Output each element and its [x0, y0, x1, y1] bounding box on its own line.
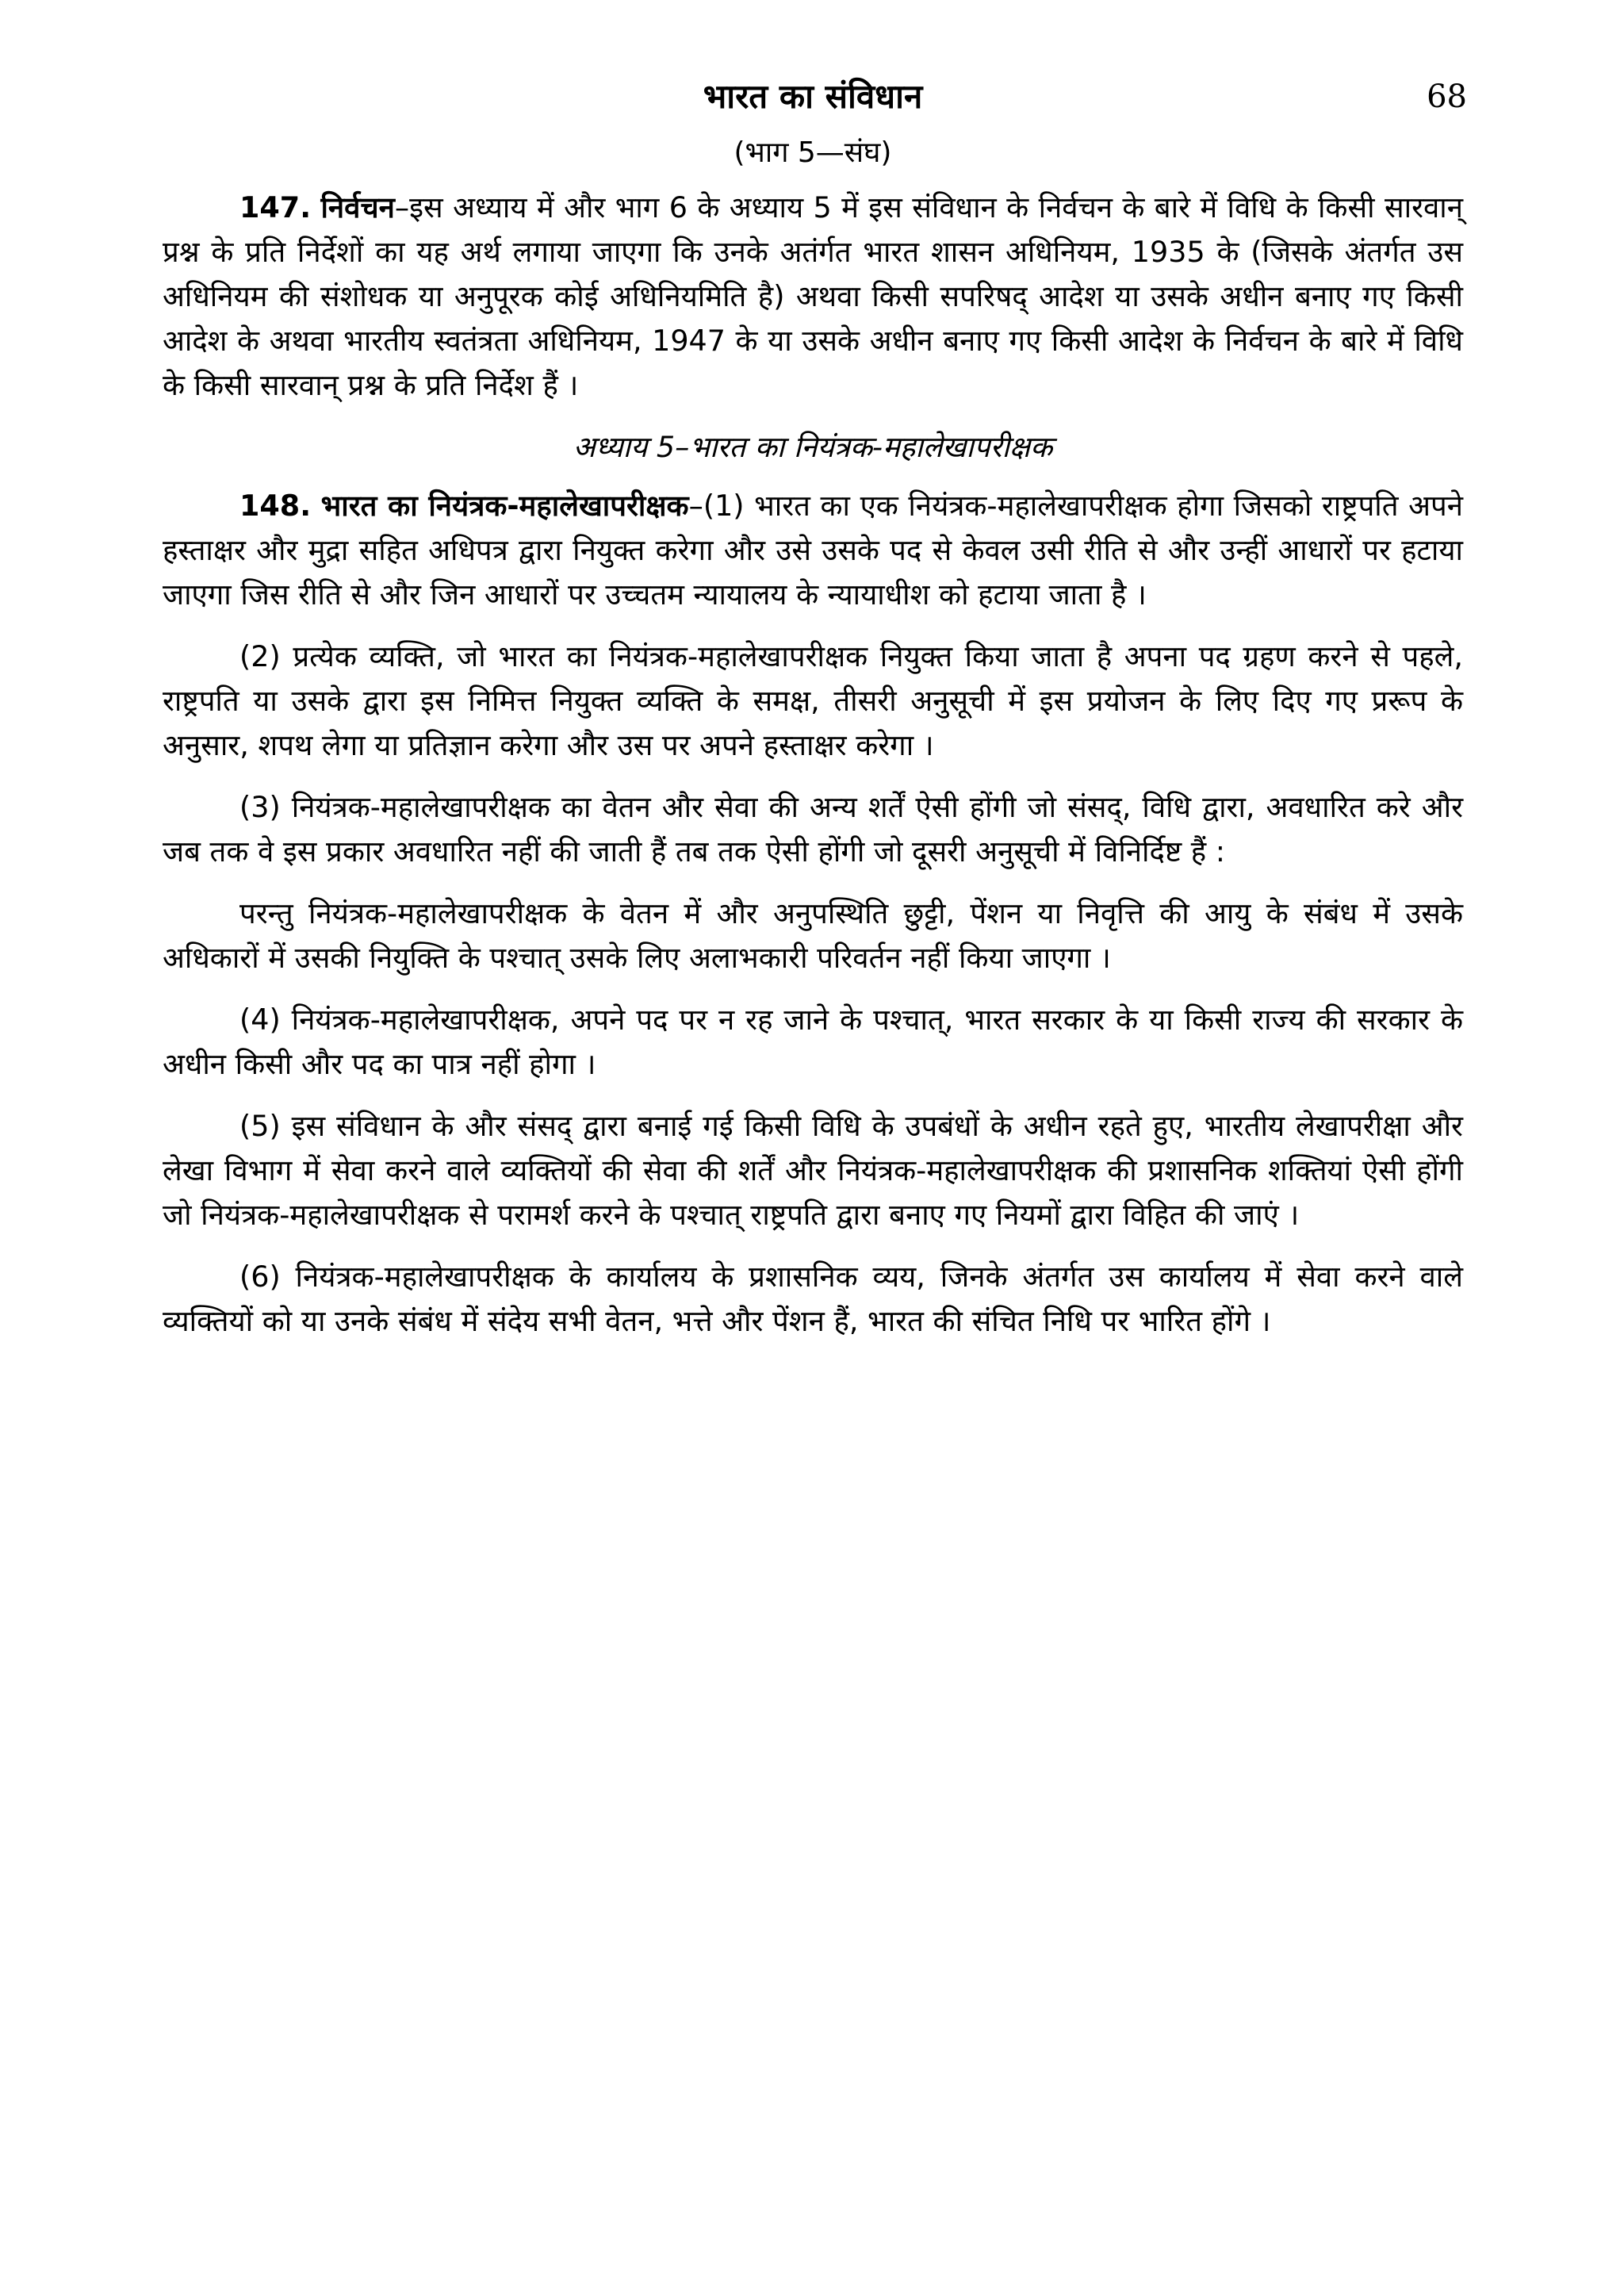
article-148-clause-2: (2) प्रत्येक व्यक्ति, जो भारत का नियंत्रक-महालेखापरीक्षक नियुक्त किया जाता है अपना पद ग्रहण करने से पहले, राष्ट्रपति या उसके द्वारा इस निमित्त नियुक्त व्यक्ति के समक्ष, तीसरी अनुसूची में इस प्रयोजन के लिए दिए गए प्ररूप के अनुसार, शपथ लेगा या प्रतिज्ञान करेगा और उस पर अपने हस्ताक्षर करेगा । — [163, 639, 1463, 763]
document-page — [163, 75, 1463, 1361]
article-148-clause-5: (5) इस संविधान के और संसद् द्वारा बनाई गई किसी विधि के उपबंधों के अधीन रहते हुए, भारतीय लेखापरीक्षा और लेखा विभाग में सेवा करने वाले व्यक्तियों की सेवा की शर्तें और नियंत्रक-महालेखापरीक्षक की प्रशासनिक शक्तियां ऐसी होंगी जो नियंत्रक-महालेखापरीक्षक से परामर्श करने के पश्चात् राष्ट्रपति द्वारा बनाए गए नियमों द्वारा विहित की जाएं । — [163, 1109, 1463, 1233]
article-148-clause-6: (6) नियंत्रक-महालेखापरीक्षक के कार्यालय के प्रशासनिक व्यय, जिनके अंतर्गत उस कार्यालय में सेवा करने वाले व्यक्तियों को या उनके संबंध में संदेय सभी वेतन, भत्ते और पेंशन हैं, भारत की संचित निधि पर भारित होंगे । — [163, 1260, 1463, 1339]
article-148-number: 148. — [239, 489, 312, 523]
article-148-proviso: परन्तु नियंत्रक-महालेखापरीक्षक के वेतन में और अनुपस्थिति छुट्टी, पेंशन या निवृत्ति की आयु के संबंध में उसके अधिकारों में उसकी नियुक्ति के पश्चात् उसके लिए अलाभकारी परिवर्तन नहीं किया जाएगा । — [163, 896, 1463, 976]
article-148-clause-1 — [163, 484, 1463, 617]
chapter-heading: अध्याय 5–भारत का नियंत्रक-महालेखापरीक्षक — [573, 430, 1053, 465]
article-148-clause-4: (4) नियंत्रक-महालेखापरीक्षक, अपने पद पर न रह जाने के पश्चात्, भारत सरकार के या किसी राज्य की सरकार के अधीन किसी और पद का पात्र नहीं होगा । — [163, 1003, 1463, 1082]
article-148-heading: भारत का नियंत्रक-महालेखापरीक्षक — [320, 489, 689, 523]
article-148-clause-1-text: –(1) भारत का एक नियंत्रक-महालेखापरीक्षक होगा जिसको राष्ट्रपति अपने हस्ताक्षर और मुद्रा सहित अधिपत्र द्वारा नियुक्त करेगा और उसे उसके पद से केवल उसी रीति से और उन्हीं आधारों पर हटाया जाएगा जिस रीति से और जिन आधारों पर उच्चतम न्यायालय के न्यायाधीश को हटाया जाता है । — [163, 489, 1464, 612]
article-147-heading: निर्वचन — [320, 190, 395, 225]
document-title: भारत का संविधान — [703, 77, 923, 116]
article-147-number: 147. — [239, 190, 312, 225]
article-147 — [163, 186, 1463, 408]
page-number: 68 — [1427, 79, 1467, 115]
article-148-clause-3: (3) नियंत्रक-महालेखापरीक्षक का वेतन और सेवा की अन्य शर्तें ऐसी होंगी जो संसद्, विधि द्वारा, अवधारित करे और जब तक वे इस प्रकार अवधारित नहीं की जाती हैं तब तक ऐसी होंगी जो दूसरी अनुसूची में विनिर्दिष्ट हैं : — [163, 790, 1463, 869]
article-147-text: –इस अध्याय में और भाग 6 के अध्याय 5 में इस संविधान के निर्वचन के बारे में विधि के किसी सारवान् प्रश्न के प्रति निर्देशों का यह अर्थ लगाया जाएगा कि उनके अतंर्गत भारत शासन अधिनियम, 1935 के (जिसके अंतर्गत उस अधिनियम की संशोधक या अनुपूरक कोई अधिनियमिति है) अथवा किसी सपरिषद् आदेश या उसके अधीन बनाए गए किसी आदेश के अथवा भारतीय स्वतंत्रता अधिनियम, 1947 के या उसके अधीन बनाए गए किसी आदेश के निर्वचन के बारे में विधि के किसी सारवान् प्रश्न के प्रति निर्देश हैं । — [163, 190, 1464, 403]
part-label: (भाग 5—संघ) — [733, 136, 892, 169]
